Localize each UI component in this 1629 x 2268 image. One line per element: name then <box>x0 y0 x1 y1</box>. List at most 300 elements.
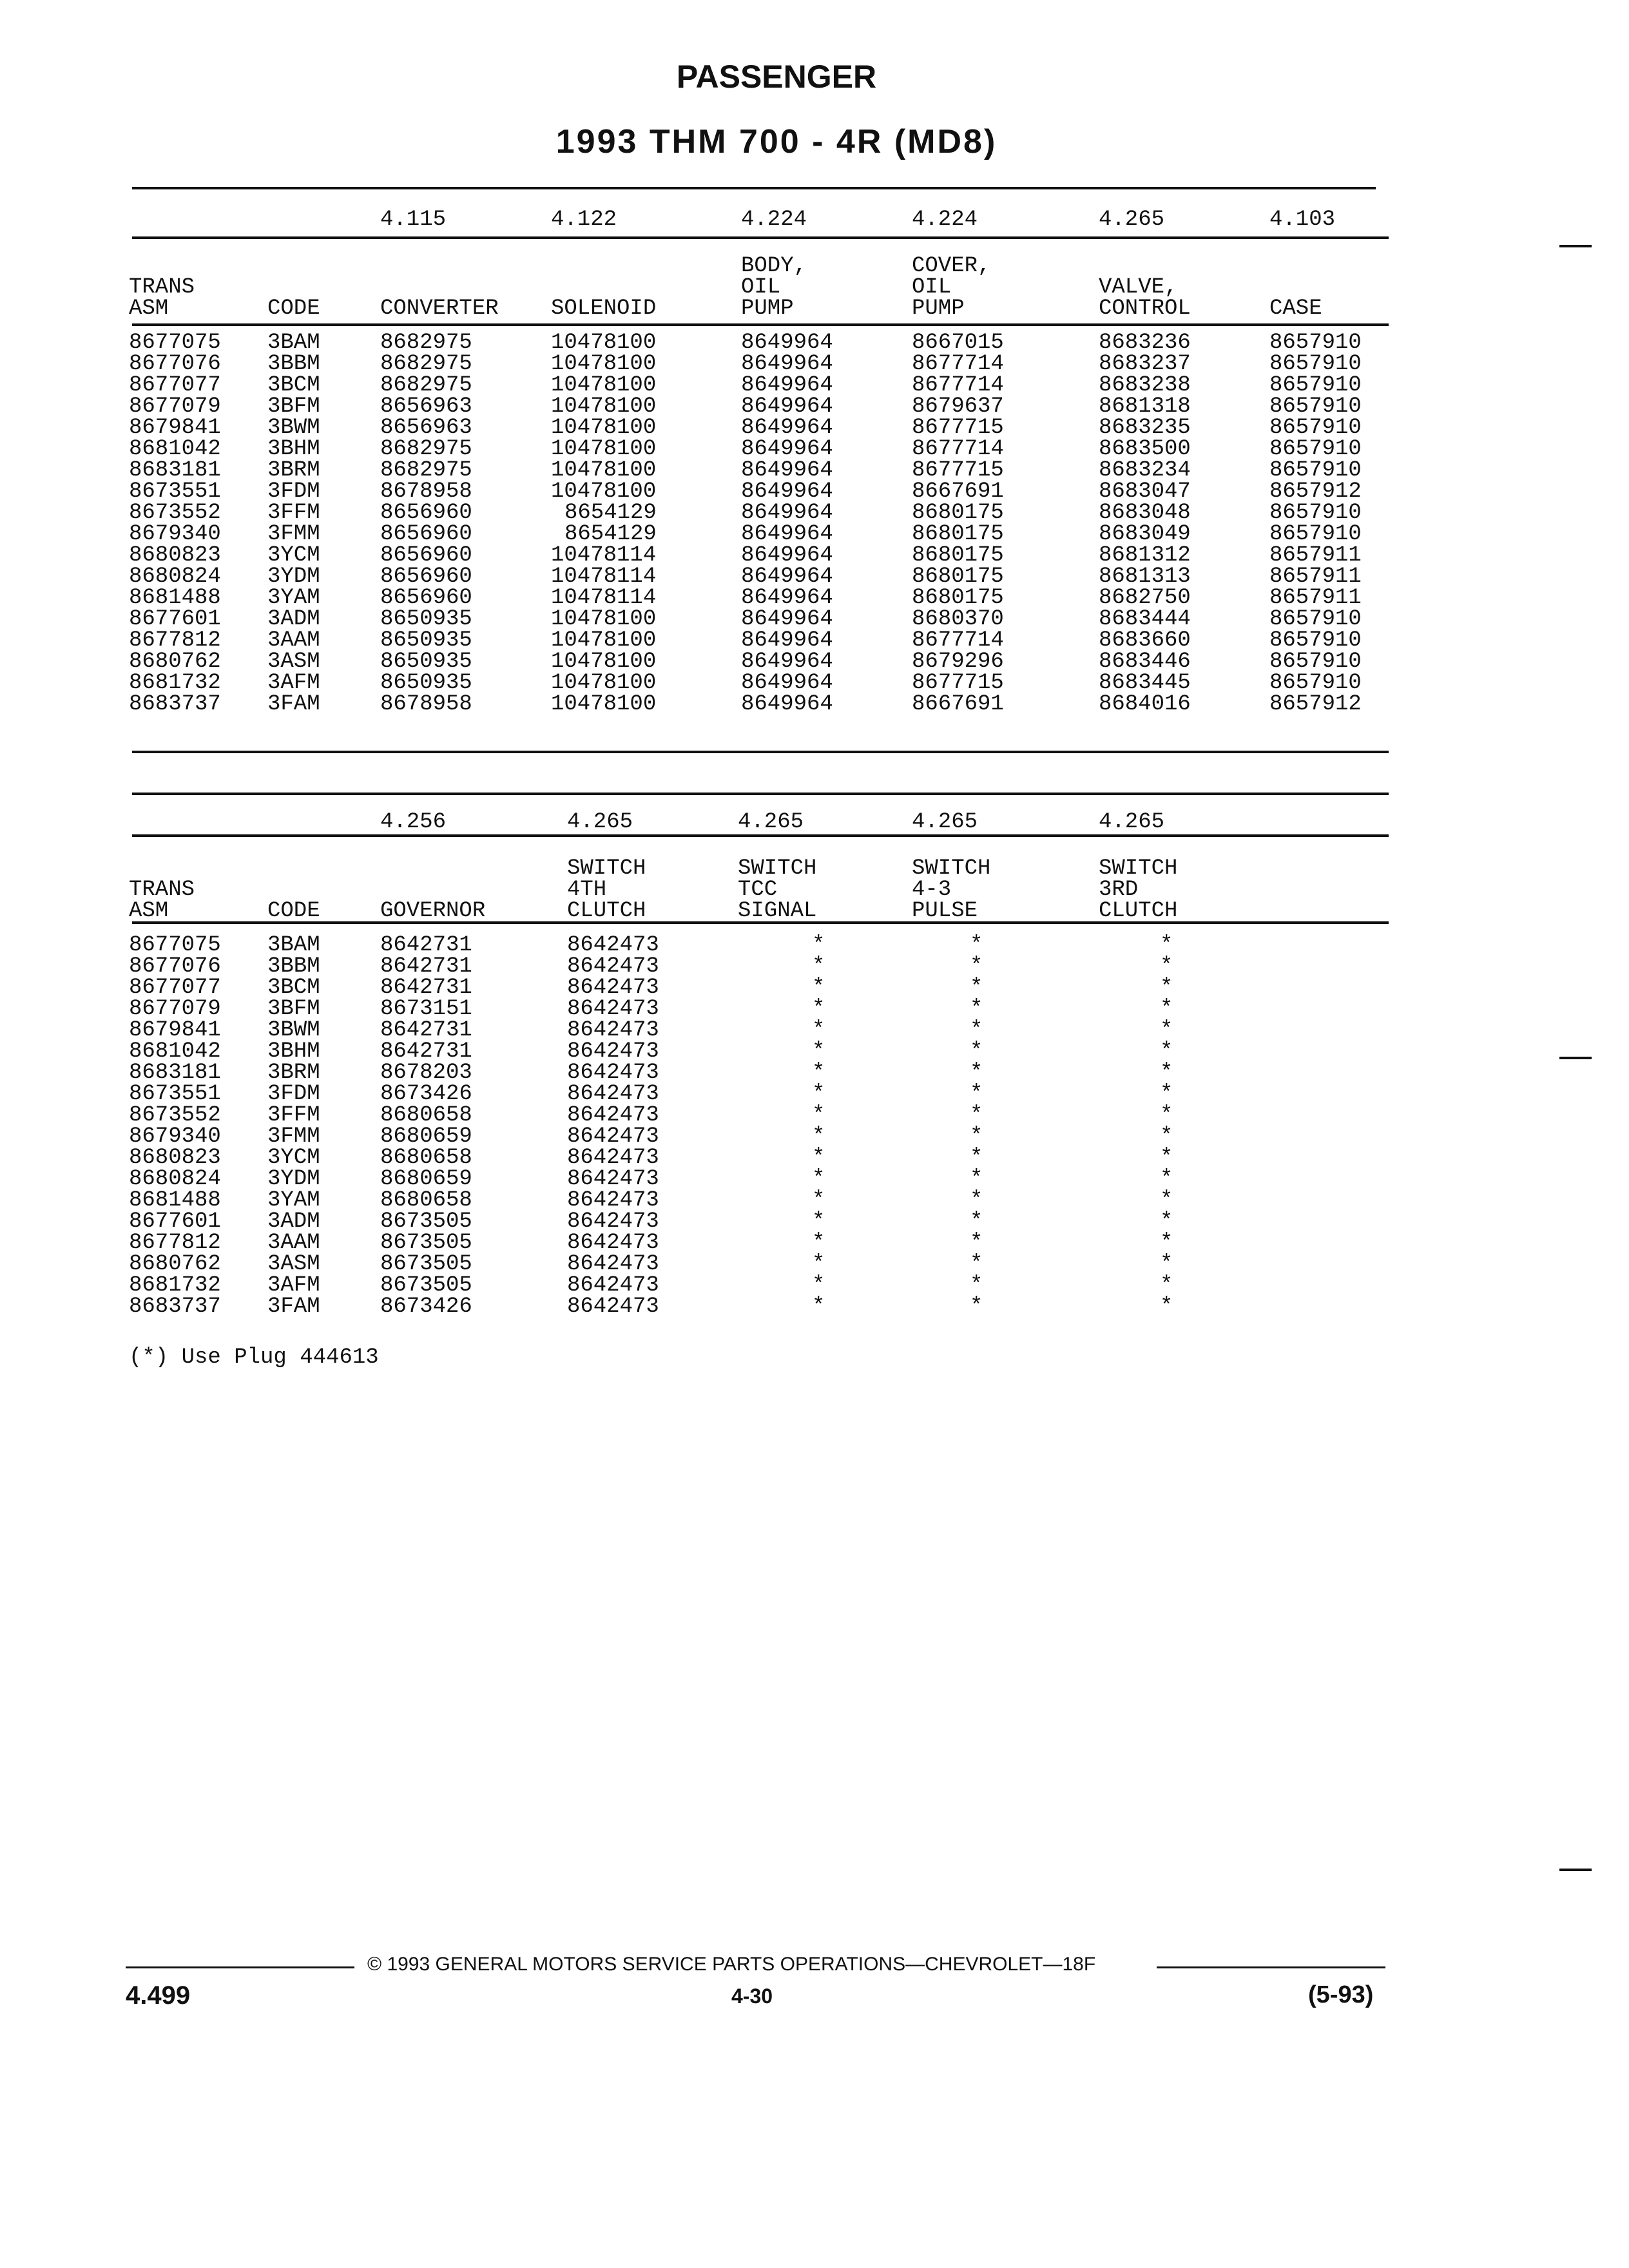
table-cell: 8642473 <box>567 1039 659 1064</box>
table-cell: * <box>1160 997 1173 1021</box>
table-cell: 8680659 <box>380 1124 472 1149</box>
table-cell: 3BFM <box>267 394 320 419</box>
table-cell: 8650935 <box>380 671 472 695</box>
column-header <box>380 298 499 320</box>
table-cell: 8657910 <box>1269 607 1362 631</box>
table-cell: 8683238 <box>1099 373 1191 398</box>
parts-table-1 <box>129 200 1379 715</box>
column-header-line: SWITCH <box>738 856 817 881</box>
table-cell: 8642473 <box>567 1231 659 1255</box>
column-header <box>267 901 320 922</box>
table-cell: 10478100 <box>551 649 657 674</box>
table-row <box>129 673 1379 694</box>
table-cell: 8657910 <box>1269 649 1362 674</box>
ref-number: 4.265 <box>567 810 633 834</box>
table-cell: 8642473 <box>567 933 659 957</box>
column-header-line: GOVERNOR <box>380 899 486 923</box>
header-row <box>129 841 1379 926</box>
table-cell: 8642731 <box>380 1018 472 1043</box>
table-row <box>129 332 1379 354</box>
table-cell: 10478114 <box>551 586 657 610</box>
column-header <box>741 256 807 320</box>
table-cell: 8678958 <box>380 692 472 716</box>
column-header <box>267 298 320 320</box>
table-cell: 8683047 <box>1099 479 1191 504</box>
table-cell: 8649964 <box>741 416 833 440</box>
column-header-line: SOLENOID <box>551 296 657 321</box>
table-cell: 8683049 <box>1099 522 1191 546</box>
table-cell: 8642473 <box>567 1018 659 1043</box>
table-cell: 8673505 <box>380 1231 472 1255</box>
table-cell: * <box>970 1146 983 1170</box>
table-cell: 8657910 <box>1269 352 1362 376</box>
table-cell: 8681732 <box>129 1273 221 1298</box>
table-cell: 8682975 <box>380 331 472 355</box>
table-cell: 8682750 <box>1099 586 1191 610</box>
table-cell: 8677075 <box>129 933 221 957</box>
table-cell: 8680658 <box>380 1103 472 1128</box>
table-cell: 8657910 <box>1269 671 1362 695</box>
table-cell: 8673151 <box>380 997 472 1021</box>
column-header <box>1099 277 1191 320</box>
table-row <box>129 1062 1379 1084</box>
table-cell: 3YCM <box>267 543 320 568</box>
table-cell: 8677601 <box>129 1209 221 1234</box>
footer-copyright: © 1993 GENERAL MOTORS SERVICE PARTS OPERATIONS—CHEVROLET—18F <box>367 1954 1096 1975</box>
column-header-line: 4-3 <box>912 878 952 902</box>
margin-mark <box>1559 245 1592 247</box>
footer-section-number: 4.499 <box>126 1981 191 2010</box>
column-header-line: VALVE, <box>1099 275 1178 300</box>
ref-row <box>129 200 1379 238</box>
column-header-line: CONTROL <box>1099 296 1191 321</box>
table1-top-rule <box>132 187 1376 189</box>
table1-bottom-rule <box>132 751 1389 753</box>
column-header <box>380 901 485 922</box>
table-cell: 8649964 <box>741 543 833 568</box>
table-cell: 8654129 <box>564 501 657 525</box>
table-cell: 8677075 <box>129 331 221 355</box>
table-cell: * <box>970 1018 983 1043</box>
table-cell: * <box>970 1103 983 1128</box>
table-cell: 8649964 <box>741 586 833 610</box>
table-cell: 8642731 <box>380 975 472 1000</box>
ref-row <box>129 802 1379 841</box>
table-cell: * <box>970 975 983 1000</box>
table-cell: 8678958 <box>380 479 472 504</box>
table-row <box>129 375 1379 396</box>
footer-rule-left <box>126 1966 354 1968</box>
table-row <box>129 1084 1379 1105</box>
table-cell: 8673505 <box>380 1209 472 1234</box>
table-cell: 8681042 <box>129 1039 221 1064</box>
table-cell: 8657910 <box>1269 394 1362 419</box>
table-cell: 8679841 <box>129 416 221 440</box>
table-row <box>129 588 1379 609</box>
table-row <box>129 1126 1379 1148</box>
table-row <box>129 956 1379 977</box>
table-cell: * <box>812 1146 825 1170</box>
table-cell: 3AAM <box>267 1231 320 1255</box>
table-cell: 8642473 <box>567 1061 659 1085</box>
table-cell: 8649964 <box>741 501 833 525</box>
ref-number: 4.265 <box>1099 810 1165 834</box>
table-cell: * <box>812 1252 825 1276</box>
table-cell: 8649964 <box>741 522 833 546</box>
table-cell: 8680823 <box>129 543 221 568</box>
table-cell: 3YDM <box>267 1167 320 1191</box>
table-row <box>129 1148 1379 1169</box>
column-header-line: SWITCH <box>1099 856 1178 881</box>
table-row <box>129 1105 1379 1126</box>
table-cell: 8657910 <box>1269 458 1362 483</box>
table-cell: 8680762 <box>129 649 221 674</box>
column-header-line: OIL <box>912 275 952 300</box>
table-cell: * <box>970 1061 983 1085</box>
table-row <box>129 694 1379 715</box>
header-row <box>129 238 1379 323</box>
table-cell: 8681488 <box>129 586 221 610</box>
table-cell: 8677812 <box>129 628 221 653</box>
table-cell: 8683737 <box>129 692 221 716</box>
table-cell: * <box>812 1188 825 1213</box>
column-header <box>912 256 990 320</box>
table-cell: * <box>1160 1082 1173 1106</box>
table-cell: * <box>970 1252 983 1276</box>
table-cell: 8677714 <box>912 352 1004 376</box>
table-cell: 8656960 <box>380 543 472 568</box>
table-cell: 8657911 <box>1269 564 1362 589</box>
table-cell: 8679340 <box>129 1124 221 1149</box>
table-cell: 3YCM <box>267 1146 320 1170</box>
column-header-line: PULSE <box>912 899 978 923</box>
footer-page-number: 4-30 <box>731 1984 773 2008</box>
table-cell: 8642473 <box>567 997 659 1021</box>
table-cell: 8642473 <box>567 1209 659 1234</box>
table-cell: 3ASM <box>267 649 320 674</box>
table-row <box>129 481 1379 503</box>
table-cell: 8677601 <box>129 607 221 631</box>
table-cell: * <box>970 1273 983 1298</box>
table-cell: * <box>1160 933 1173 957</box>
table-cell: 8682975 <box>380 352 472 376</box>
column-header-line: CONVERTER <box>380 296 499 321</box>
table-cell: 8678203 <box>380 1061 472 1085</box>
table-cell: * <box>812 954 825 979</box>
column-header-line: TRANS <box>129 878 195 902</box>
table-cell: 8649964 <box>741 331 833 355</box>
table-cell: 8677077 <box>129 975 221 1000</box>
table-cell: 8680175 <box>912 586 1004 610</box>
ref-number: 4.122 <box>551 207 617 232</box>
table-cell: 8656960 <box>380 522 472 546</box>
table-cell: 8656960 <box>380 564 472 589</box>
table-cell: 3BHM <box>267 437 320 461</box>
table-cell: 3FMM <box>267 1124 320 1149</box>
table-cell: 3BBM <box>267 352 320 376</box>
table-cell: 8649964 <box>741 373 833 398</box>
table-cell: 8677076 <box>129 954 221 979</box>
table-cell: 8683181 <box>129 458 221 483</box>
table-row <box>129 503 1379 524</box>
table-cell: 8642473 <box>567 1188 659 1213</box>
table-cell: 8681732 <box>129 671 221 695</box>
margin-mark <box>1559 1057 1592 1059</box>
table-cell: 3YAM <box>267 1188 320 1213</box>
table-row <box>129 651 1379 673</box>
column-header-line: COVER, <box>912 254 991 278</box>
table-row <box>129 999 1379 1020</box>
table-row <box>129 1211 1379 1233</box>
table-cell: 3FDM <box>267 479 320 504</box>
table-cell: 10478114 <box>551 543 657 568</box>
table-cell: 8679841 <box>129 1018 221 1043</box>
column-header-line: 3RD <box>1099 878 1139 902</box>
table-cell: * <box>1160 1146 1173 1170</box>
table-cell: 8642731 <box>380 954 472 979</box>
table-cell: * <box>970 1167 983 1191</box>
table-row <box>129 1190 1379 1211</box>
table-cell: 8680823 <box>129 1146 221 1170</box>
table-cell: 8683235 <box>1099 416 1191 440</box>
table-cell: 10478100 <box>551 394 657 419</box>
table2-top-rule <box>132 793 1389 795</box>
table-cell: 8681318 <box>1099 394 1191 419</box>
table-cell: 8680762 <box>129 1252 221 1276</box>
column-header <box>912 858 990 922</box>
table-cell: 3BAM <box>267 331 320 355</box>
table-row <box>129 630 1379 651</box>
table-cell: 8683500 <box>1099 437 1191 461</box>
ref-number: 4.115 <box>380 207 447 232</box>
table-cell: 8649964 <box>741 671 833 695</box>
table-cell: 8677714 <box>912 373 1004 398</box>
table-cell: 3BFM <box>267 997 320 1021</box>
table-cell: 8679296 <box>912 649 1004 674</box>
table-cell: 8657910 <box>1269 437 1362 461</box>
table-cell: 3FAM <box>267 1294 320 1319</box>
table-row <box>129 609 1379 630</box>
table-cell: 3AFM <box>267 1273 320 1298</box>
column-header-line: 4TH <box>567 878 607 902</box>
page-subtitle: 1993 THM 700 - 4R (MD8) <box>555 123 998 160</box>
column-header <box>1099 858 1177 922</box>
table-cell: * <box>970 954 983 979</box>
table-cell: 3BHM <box>267 1039 320 1064</box>
table-cell: * <box>1160 1294 1173 1319</box>
column-header-line: PUMP <box>741 296 794 321</box>
table-cell: 8649964 <box>741 458 833 483</box>
table-cell: 8681042 <box>129 437 221 461</box>
column-header-line: CODE <box>267 296 320 321</box>
column-header-line: ASM <box>129 296 169 321</box>
table-cell: 8650935 <box>380 649 472 674</box>
table-cell: * <box>970 1039 983 1064</box>
table-cell: 8683446 <box>1099 649 1191 674</box>
table-cell: 8683236 <box>1099 331 1191 355</box>
table-cell: 8677076 <box>129 352 221 376</box>
table-cell: * <box>812 1294 825 1319</box>
table-cell: 8649964 <box>741 692 833 716</box>
table-cell: 8667691 <box>912 692 1004 716</box>
table-cell: 8677715 <box>912 458 1004 483</box>
table-cell: * <box>1160 1231 1173 1255</box>
table-row <box>129 935 1379 956</box>
table-cell: 8673505 <box>380 1273 472 1298</box>
table-cell: 3BBM <box>267 954 320 979</box>
column-header-line: TRANS <box>129 275 195 300</box>
table-cell: 8683445 <box>1099 671 1191 695</box>
table-cell: 8683660 <box>1099 628 1191 653</box>
table-cell: * <box>970 1209 983 1234</box>
table-row <box>129 1169 1379 1190</box>
table-cell: 3FDM <box>267 1082 320 1106</box>
table-cell: 8642473 <box>567 1167 659 1191</box>
table-cell: * <box>1160 1103 1173 1128</box>
table-cell: 8683237 <box>1099 352 1191 376</box>
footer-rule-right <box>1157 1966 1385 1968</box>
table-cell: 8649964 <box>741 394 833 419</box>
table-cell: 8677079 <box>129 997 221 1021</box>
table-cell: 3BCM <box>267 975 320 1000</box>
table-cell: 3YDM <box>267 564 320 589</box>
table-cell: 8673551 <box>129 479 221 504</box>
table-cell: 8642473 <box>567 1146 659 1170</box>
table-cell: 3FMM <box>267 522 320 546</box>
table-row <box>129 545 1379 566</box>
table-cell: 10478100 <box>551 373 657 398</box>
table-cell: * <box>1160 1252 1173 1276</box>
table-cell: 10478100 <box>551 416 657 440</box>
table-cell: * <box>1160 1061 1173 1085</box>
table-row <box>129 1233 1379 1254</box>
table-cell: 8673505 <box>380 1252 472 1276</box>
table-cell: * <box>812 1039 825 1064</box>
table-cell: * <box>1160 1018 1173 1043</box>
table-cell: 8677714 <box>912 437 1004 461</box>
table-cell: * <box>812 1018 825 1043</box>
table-cell: 8681312 <box>1099 543 1191 568</box>
ref-number: 4.103 <box>1269 207 1336 232</box>
table-cell: * <box>1160 1167 1173 1191</box>
table-cell: 8650935 <box>380 607 472 631</box>
table-cell: * <box>970 1231 983 1255</box>
table-cell: 8683234 <box>1099 458 1191 483</box>
table-cell: * <box>812 1167 825 1191</box>
table-row <box>129 1296 1379 1318</box>
table-cell: 8680658 <box>380 1146 472 1170</box>
column-header-line: CASE <box>1269 296 1322 321</box>
table-cell: 3BWM <box>267 1018 320 1043</box>
table-cell: 8667691 <box>912 479 1004 504</box>
column-header-line: SWITCH <box>912 856 991 881</box>
table-cell: 8657910 <box>1269 628 1362 653</box>
table-cell: 8649964 <box>741 607 833 631</box>
table-cell: 3ADM <box>267 1209 320 1234</box>
table-cell: 10478100 <box>551 692 657 716</box>
table-cell: * <box>1160 975 1173 1000</box>
column-header-line: CODE <box>267 899 320 923</box>
table-cell: * <box>970 1124 983 1149</box>
parts-table-2 <box>129 802 1379 1318</box>
column-header-line: ASM <box>129 899 169 923</box>
column-header-line: CLUTCH <box>1099 899 1178 923</box>
table-cell: 8680658 <box>380 1188 472 1213</box>
table-row <box>129 1254 1379 1275</box>
column-header-line: PUMP <box>912 296 965 321</box>
table-cell: 8679637 <box>912 394 1004 419</box>
table-cell: * <box>1160 1209 1173 1234</box>
table-cell: * <box>1160 1039 1173 1064</box>
table-cell: 3BRM <box>267 1061 320 1085</box>
table-cell: 8642473 <box>567 1252 659 1276</box>
table-footnote: (*) Use Plug 444613 <box>129 1345 379 1370</box>
table-cell: * <box>1160 1273 1173 1298</box>
column-header <box>1269 298 1322 320</box>
table-cell: 8680175 <box>912 522 1004 546</box>
table-cell: * <box>970 997 983 1021</box>
table-cell: 8642731 <box>380 933 472 957</box>
column-header-line: BODY, <box>741 254 807 278</box>
table-cell: 3BRM <box>267 458 320 483</box>
table-cell: 10478100 <box>551 437 657 461</box>
table-row <box>129 396 1379 418</box>
table-cell: 8656963 <box>380 394 472 419</box>
table-cell: 8683444 <box>1099 607 1191 631</box>
table-cell: 3AAM <box>267 628 320 653</box>
table-cell: 8677077 <box>129 373 221 398</box>
table-row <box>129 439 1379 460</box>
table-cell: 8657912 <box>1269 479 1362 504</box>
table-cell: 8649964 <box>741 564 833 589</box>
table-row <box>129 354 1379 375</box>
ref-number: 4.265 <box>912 810 978 834</box>
column-header <box>129 277 195 320</box>
table-cell: 8649964 <box>741 649 833 674</box>
table-row <box>129 1041 1379 1062</box>
column-header <box>129 879 195 922</box>
table-cell: 8657911 <box>1269 543 1362 568</box>
table-cell: 8677714 <box>912 628 1004 653</box>
table-cell: 8682975 <box>380 373 472 398</box>
table-cell: * <box>970 1294 983 1319</box>
table-cell: * <box>812 975 825 1000</box>
table-cell: * <box>1160 1188 1173 1213</box>
table-cell: 8680175 <box>912 564 1004 589</box>
table-cell: 3FFM <box>267 1103 320 1128</box>
table-cell: 8673552 <box>129 501 221 525</box>
table-cell: 8656963 <box>380 416 472 440</box>
table-cell: * <box>970 933 983 957</box>
table-cell: 8673551 <box>129 1082 221 1106</box>
table-row <box>129 524 1379 545</box>
table-cell: 8650935 <box>380 628 472 653</box>
table-cell: 10478100 <box>551 479 657 504</box>
table-cell: 8681313 <box>1099 564 1191 589</box>
table-row <box>129 977 1379 999</box>
table-cell: 8673552 <box>129 1103 221 1128</box>
table-cell: 3BAM <box>267 933 320 957</box>
table-cell: 10478100 <box>551 352 657 376</box>
table-cell: 8673426 <box>380 1082 472 1106</box>
table-cell: 8657911 <box>1269 586 1362 610</box>
table-cell: 8642473 <box>567 954 659 979</box>
table-cell: 3FAM <box>267 692 320 716</box>
table-cell: 8657910 <box>1269 373 1362 398</box>
table-cell: 8677079 <box>129 394 221 419</box>
column-header-line: CLUTCH <box>567 899 646 923</box>
table-row <box>129 566 1379 588</box>
